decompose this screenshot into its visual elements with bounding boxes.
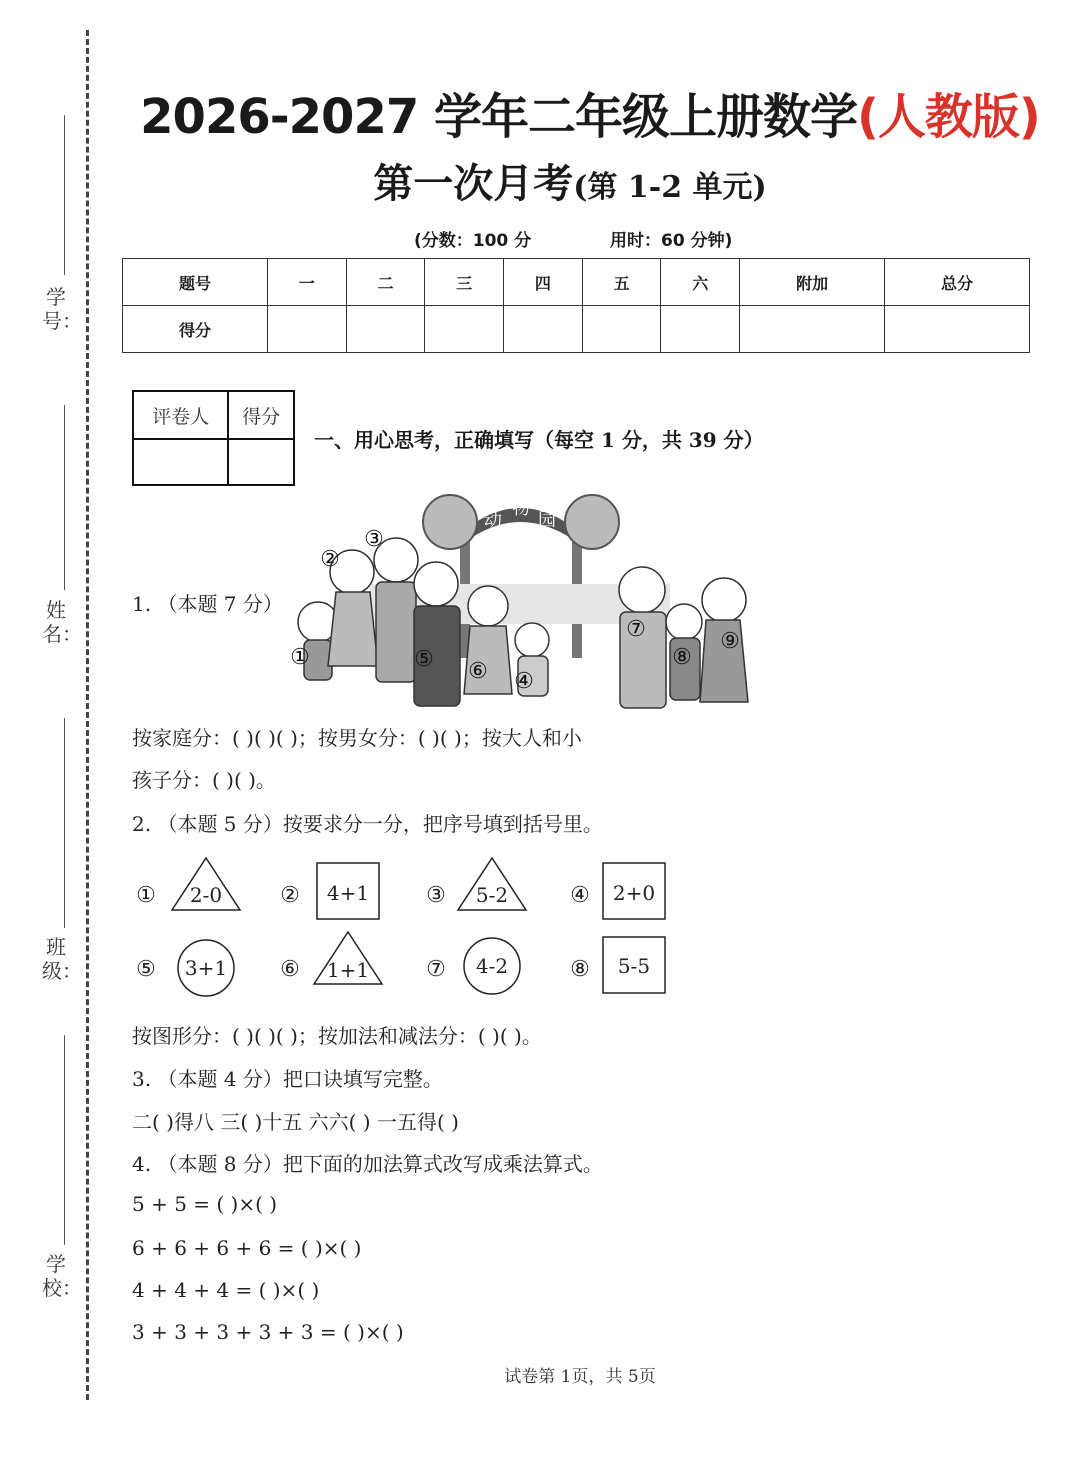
- q4-label: 4. （本题 8 分）把下面的加法算式改写成乘法算式。: [132, 1152, 603, 1176]
- shape-expression: 5-2: [475, 883, 509, 907]
- q2-answer-line[interactable]: 按图形分：( )( )( )；按加法和减法分：( )( )。: [132, 1024, 542, 1048]
- q1-label: 1. （本题 7 分）: [132, 592, 283, 616]
- shape-expression: 4+1: [326, 881, 370, 905]
- shape-expression: 2-0: [189, 883, 223, 907]
- shape-number: ⑤: [136, 957, 156, 982]
- binding-dashed-line: [86, 30, 89, 1400]
- exam-title-main: 2026-2027 学年二年级上册数学: [140, 89, 857, 145]
- exam-subtitle-main: 第一次月考: [373, 160, 574, 207]
- name-label: 姓名：: [42, 598, 82, 646]
- score-entry-cell[interactable]: [582, 306, 661, 353]
- student-id-label: 学号：: [42, 285, 82, 333]
- grader-score-label: 得分: [228, 391, 294, 439]
- shape-number: ①: [136, 883, 156, 908]
- q4-equation[interactable]: 3 + 3 + 3 + 3 + 3 = ( )×( ): [132, 1320, 404, 1344]
- score-info: (分数：100 分: [414, 231, 532, 251]
- score-header-cell: 附加: [740, 259, 885, 306]
- score-header-cell: 五: [582, 259, 661, 306]
- score-entry-cell[interactable]: [267, 306, 346, 353]
- q1-answer-line1[interactable]: 按家庭分：( )( )( )；按男女分：( )( )；按大人和小: [132, 726, 582, 750]
- family-zoo-illustration: [270, 488, 760, 714]
- score-header-cell: 二: [346, 259, 425, 306]
- page-footer: 试卷第 1页，共 5页: [504, 1367, 656, 1387]
- grader-score-entry-cell[interactable]: [228, 439, 294, 485]
- exam-subtitle-units: (第 1-2 单元): [573, 170, 767, 205]
- q2-shapes-figure: [120, 848, 700, 1008]
- score-header-cell: 总分: [885, 259, 1030, 306]
- person-marker: ④: [514, 669, 534, 694]
- shape-number: ④: [570, 883, 590, 908]
- exam-title-edition: (人教版): [856, 89, 1040, 145]
- score-table: [122, 258, 1030, 353]
- person-marker: ②: [320, 547, 340, 572]
- q2-label: 2. （本题 5 分）按要求分一分，把序号填到括号里。: [132, 812, 603, 836]
- shape-expression: 3+1: [184, 956, 228, 980]
- grader-box: [132, 390, 295, 486]
- q3-label: 3. （本题 4 分）把口诀填写完整。: [132, 1067, 443, 1091]
- score-header-cell: 四: [504, 259, 583, 306]
- exam-subtitle: [100, 152, 1040, 209]
- class-label: 班级：: [42, 935, 82, 983]
- shape-number: ②: [280, 883, 300, 908]
- person-marker: ⑤: [414, 647, 434, 672]
- shape-expression: 5-5: [617, 954, 651, 978]
- q1-answer-line2[interactable]: 孩子分：( )( )。: [132, 768, 276, 792]
- person-marker: ⑦: [626, 617, 646, 642]
- exam-title: [100, 78, 1080, 147]
- score-table-header-row: [123, 259, 1030, 306]
- score-entry-cell[interactable]: [740, 306, 885, 353]
- score-row-label: 得分: [123, 306, 268, 353]
- score-entry-cell[interactable]: [661, 306, 740, 353]
- student-id-line: [64, 115, 65, 275]
- score-entry-cell[interactable]: [346, 306, 425, 353]
- class-line: [64, 718, 65, 928]
- q4-equation[interactable]: 4 + 4 + 4 = ( )×( ): [132, 1278, 320, 1302]
- shape-expression: 1+1: [326, 958, 370, 982]
- score-header-cell: 题号: [123, 259, 268, 306]
- person-marker: ⑧: [672, 645, 692, 670]
- name-line: [64, 405, 65, 590]
- gate-sign-char: 动: [484, 510, 502, 531]
- person-marker: ⑨: [720, 629, 740, 654]
- shape-number: ③: [426, 883, 446, 908]
- elephant-badge: [423, 495, 477, 549]
- score-header-cell: 三: [425, 259, 504, 306]
- reviewer-entry-cell[interactable]: [133, 439, 228, 485]
- giraffe-badge: [565, 495, 619, 549]
- score-entry-cell[interactable]: [885, 306, 1030, 353]
- gate-sign-char: 园: [538, 510, 556, 531]
- q4-equation[interactable]: 6 + 6 + 6 + 6 = ( )×( ): [132, 1236, 362, 1260]
- score-entry-cell[interactable]: [504, 306, 583, 353]
- time-info: 用时：60 分钟): [610, 231, 733, 251]
- school-label: 学校：: [42, 1252, 82, 1300]
- q4-equation[interactable]: 5 + 5 = ( )×( ): [132, 1192, 278, 1216]
- reviewer-label: 评卷人: [133, 391, 228, 439]
- shape-number: ⑥: [280, 957, 300, 982]
- q3-answer-line[interactable]: 二( )得八 三( )十五 六六( ) 一五得( ): [132, 1110, 459, 1134]
- shape-expression: 2+0: [612, 881, 656, 905]
- person-marker: ③: [364, 527, 384, 552]
- gate-sign-char: 物: [512, 498, 530, 519]
- person-marker: ①: [290, 645, 310, 670]
- shape-expression: 4-2: [475, 954, 509, 978]
- shape-number: ⑦: [426, 957, 446, 982]
- person-marker: ⑥: [468, 659, 488, 684]
- score-table-score-row: [123, 306, 1030, 353]
- score-entry-cell[interactable]: [425, 306, 504, 353]
- score-header-cell: 一: [267, 259, 346, 306]
- score-header-cell: 六: [661, 259, 740, 306]
- school-line: [64, 1035, 65, 1245]
- shape-number: ⑧: [570, 957, 590, 982]
- section1-title: 一、用心思考，正确填写（每空 1 分，共 39 分）: [314, 428, 764, 452]
